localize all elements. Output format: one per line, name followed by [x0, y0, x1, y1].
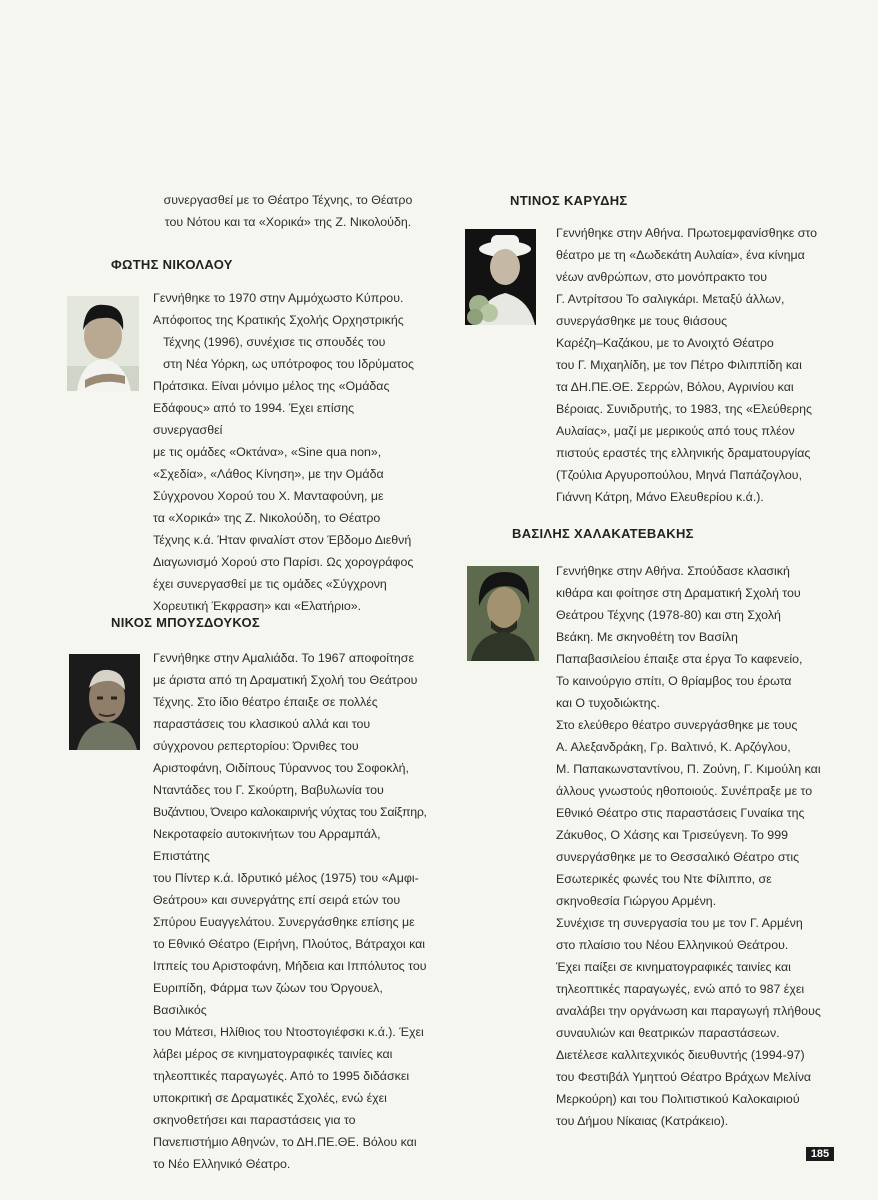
name-nikos-mpousdoukos: ΝΙΚΟΣ ΜΠΟΥΣΔΟΥΚΟΣ — [111, 615, 260, 630]
text-line: Ευριπίδη, Φάρμα των ζώων του Όργουελ, Βασιλικός — [153, 981, 383, 1017]
text-line: του Φεστιβάλ Υμηττού Θέατρο Βράχων Μελίνα — [556, 1070, 812, 1084]
text-line: στο πλαίσιο του Νέου Ελληνικού Θεάτρου. — [556, 938, 789, 952]
text-line: Σύγχρονου Χορού του Χ. Μανταφούνη, με — [153, 489, 384, 503]
text-line: Γεννήθηκε στην Αθήνα. Σπούδασε κλασική — [556, 564, 790, 578]
text-line: το Νέο Ελληνικό Θέατρο. — [153, 1157, 291, 1171]
text-line: παραστάσεις του κλασικού αλλά και του — [153, 717, 371, 731]
text-line: Απόφοιτος της Κρατικής Σχολής Ορχηστρικής — [153, 313, 404, 327]
text-line: Πράτσικα. Είναι μόνιμο μέλος της «Ομάδας — [153, 379, 390, 393]
text-line: Στο ελεύθερο θέατρο συνεργάσθηκε με τους — [556, 718, 798, 732]
text-line: και Ο τυχοδιώκτης. — [556, 696, 660, 710]
text-line: έχει συνεργασθεί με τις ομάδες «Σύγχρονη — [153, 577, 387, 591]
text-line: σύγχρονου ρεπερτορίου: Όρνιθες του — [153, 739, 359, 753]
text-line: τα «Χορικά» της Ζ. Νικολούδη, το Θέατρο — [153, 511, 381, 525]
text-line: Το καινούργιο σπίτι, Ο θρίαμβος του έρωτα — [556, 674, 792, 688]
photo-ntinos-karydis — [465, 229, 536, 325]
text-line: νέων ανθρώπων, στο μονόπρακτο του — [556, 270, 767, 284]
photo-fotis-nikolaou — [67, 296, 139, 391]
text-line: Διετέλεσε καλλιτεχνικός διευθυντής (1994-97) — [556, 1048, 805, 1062]
text-line: Γεννήθηκε στην Αθήνα. Πρωτοεμφανίσθηκε στο — [556, 226, 818, 240]
text-line: Έχει παίξει σε κινηματογραφικές ταινίες και — [556, 960, 791, 974]
text-line: τα ΔΗ.ΠΕ.ΘΕ. Σερρών, Βόλου, Αγρινίου και — [556, 380, 794, 394]
bio-vasilis-chalakatevakis — [556, 560, 831, 1132]
text-line: Γεννήθηκε στην Αμαλιάδα. Το 1967 αποφοίτησε — [153, 651, 414, 665]
text-line: Αριστοφάνη, Οιδίπους Τύραννος του Σοφοκλή, — [153, 761, 409, 775]
bio-fotis-nikolaou — [153, 287, 423, 617]
text-line: στη Νέα Υόρκη, ως υπότροφος του Ιδρύματος — [163, 357, 414, 371]
text-line: πιστούς εραστές της ελληνικής δραματουργίας — [556, 446, 811, 460]
photo-vasilis-chalakatevakis — [467, 566, 539, 661]
text-line: Συνέχισε τη συνεργασία του με τον Γ. Αρμένη — [556, 916, 803, 930]
text-line: του Νότου και τα «Χορικά» της Ζ. Νικολούδη. — [164, 215, 412, 229]
text-line: Θεάτρου» και συνεργάτης επί σειρά ετών του — [153, 893, 401, 907]
text-line: Ιππείς του Αριστοφάνη, Μήδεια και Ιππόλυτος του — [153, 959, 427, 973]
text-line: σκηνοθετήσει και παραστάσεις για το — [153, 1113, 356, 1127]
name-ntinos-karydis: ΝΤΙΝΟΣ ΚΑΡΥΔΗΣ — [510, 193, 628, 208]
text-line: του Γ. Μιχαηλίδη, με τον Πέτρο Φιλιππίδη και — [556, 358, 802, 372]
text-line: Βυζάντιου, Όνειρο καλοκαιρινής νύχτας του Σαίξπηρ, — [153, 805, 427, 819]
name-vasilis-chalakatevakis: ΒΑΣΙΛΗΣ ΧΑΛΑΚΑΤΕΒΑΚΗΣ — [512, 526, 694, 541]
text-line: Βεάκη. Με σκηνοθέτη τον Βασίλη — [556, 630, 738, 644]
text-line: το Εθνικό Θέατρο (Ειρήνη, Πλούτος, Βάτραχοι και — [153, 937, 426, 951]
text-line: Μ. Παπακωνσταντίνου, Π. Ζούνη, Γ. Κιμούλη και — [556, 762, 821, 776]
text-line: Βέροιας. Συνιδρυτής, το 1983, της «Ελεύθερης — [556, 402, 812, 416]
text-line: Διαγωνισμό Χορού στο Παρίσι. Ως χορογράφος — [153, 555, 414, 569]
text-line: Παπαβασιλείου έπαιξε στα έργα Το καφενείο, — [556, 652, 803, 666]
photo-nikos-mpousdoukos — [69, 654, 140, 750]
text-line: Α. Αλεξανδράκη, Γρ. Βαλτινό, Κ. Αρζόγλου, — [556, 740, 791, 754]
text-line: συναυλιών και θεατρικών παραστάσεων. — [556, 1026, 780, 1040]
text-line: Αυλαίας», μαζί με μερικούς από τους πλέον — [556, 424, 795, 438]
text-line: Τέχνης. Στο ίδιο θέατρο έπαιξε σε πολλές — [153, 695, 378, 709]
text-line: Τέχνης (1996), συνέχισε τις σπουδές του — [163, 335, 386, 349]
text-line: του Πίντερ κ.ά. Ιδρυτικό μέλος (1975) του «Αμφι- — [153, 871, 419, 885]
continuation-text — [153, 189, 423, 233]
text-line: Τέχνης κ.ά. Ήταν φιναλίστ στον Έβδομο Διεθνή — [153, 533, 412, 547]
text-line: Γ. Αντρίτσου Το σαλιγκάρι. Μεταξύ άλλων, — [556, 292, 785, 306]
text-line: Νταντάδες του Γ. Σκούρτη, Βαβυλωνία του — [153, 783, 384, 797]
text-line: Πανεπιστήμιο Αθηνών, το ΔΗ.ΠΕ.ΘΕ. Βόλου και — [153, 1135, 417, 1149]
text-line: συνεργάσθηκε με τους θιάσους — [556, 314, 728, 328]
text-line: Χορευτική Έκφραση» και «Ελατήριο». — [153, 599, 362, 613]
text-line: συνεργάσθηκε με το Θεσσαλικό Θέατρο στις — [556, 850, 800, 864]
text-line: κιθάρα και φοίτησε στη Δραματική Σχολή του — [556, 586, 801, 600]
text-line: τηλεοπτικές παραγωγές, ενώ από το 987 έχει — [556, 982, 805, 996]
bio-ntinos-karydis — [556, 222, 831, 508]
text-line: «Σχεδία», «Λάθος Κίνηση», με την Ομάδα — [153, 467, 384, 481]
bio-nikos-mpousdoukos — [153, 647, 428, 1175]
text-line: Εσωτερικές φωνές του Ντε Φίλιππο, σε — [556, 872, 772, 886]
text-line: υποκριτική σε Δραματικές Σχολές, ενώ έχει — [153, 1091, 387, 1105]
text-line: (Τζούλια Αργυροπούλου, Μηνά Παπάζογλου, — [556, 468, 803, 482]
text-line: Μερκούρη) και του Πολιτιστικού Καλοκαιριού — [556, 1092, 800, 1106]
text-line: τηλεοπτικές παραγωγές. Από το 1995 διδάσκει — [153, 1069, 410, 1083]
text-line: Σπύρου Ευαγγελάτου. Συνεργάσθηκε επίσης με — [153, 915, 415, 929]
text-line: λάβει μέρος σε κινηματογραφικές ταινίες και — [153, 1047, 393, 1061]
text-line: Ζάκυθος, Ο Χάσης και Τρισεύγενη. Το 999 — [556, 828, 788, 842]
text-line: με άριστα από τη Δραματική Σχολή του Θεάτρου — [153, 673, 418, 687]
text-line: συνεργασθεί με το Θέατρο Τέχνης, το Θέατρο — [163, 193, 413, 207]
text-line: σκηνοθεσία Γιώργου Αρμένη. — [556, 894, 717, 908]
text-line: του Δήμου Νίκαιας (Κατράκειο). — [556, 1114, 729, 1128]
text-line: θέατρο με τη «Δωδεκάτη Αυλαία», ένα κίνημα — [556, 248, 805, 262]
page-number: 185 — [806, 1147, 834, 1161]
text-line: Γεννήθηκε το 1970 στην Αμμόχωστο Κύπρου. — [153, 291, 404, 305]
text-line: Εδάφους» από το 1994. Έχει επίσης συνεργασθεί — [153, 401, 355, 437]
text-line: Εθνικό Θέατρο στις παραστάσεις Γυναίκα της — [556, 806, 805, 820]
text-line: με τις ομάδες «Οκτάνα», «Sine qua non», — [153, 445, 382, 459]
text-line: Γιάννη Κάτρη, Μάνο Ελευθερίου κ.ά.). — [556, 490, 764, 504]
text-line: Καρέζη–Καζάκου, με το Ανοιχτό Θέατρο — [556, 336, 774, 350]
text-line: αναλάβει την οργάνωση και παραγωγή πλήθους — [556, 1004, 821, 1018]
name-fotis-nikolaou: ΦΩΤΗΣ ΝΙΚΟΛΑΟΥ — [111, 257, 233, 272]
text-line: άλλους γνωστούς ηθοποιούς. Συνέπραξε με το — [556, 784, 813, 798]
text-line: Νεκροταφείο αυτοκινήτων του Αρραμπάλ, Επιστάτης — [153, 827, 381, 863]
text-line: Θεάτρου Τέχνης (1978-80) και στη Σχολή — [556, 608, 781, 622]
text-line: του Μάτεσι, Ηλίθιος του Ντοστογιέφσκι κ.ά.). Έχει — [153, 1025, 424, 1039]
